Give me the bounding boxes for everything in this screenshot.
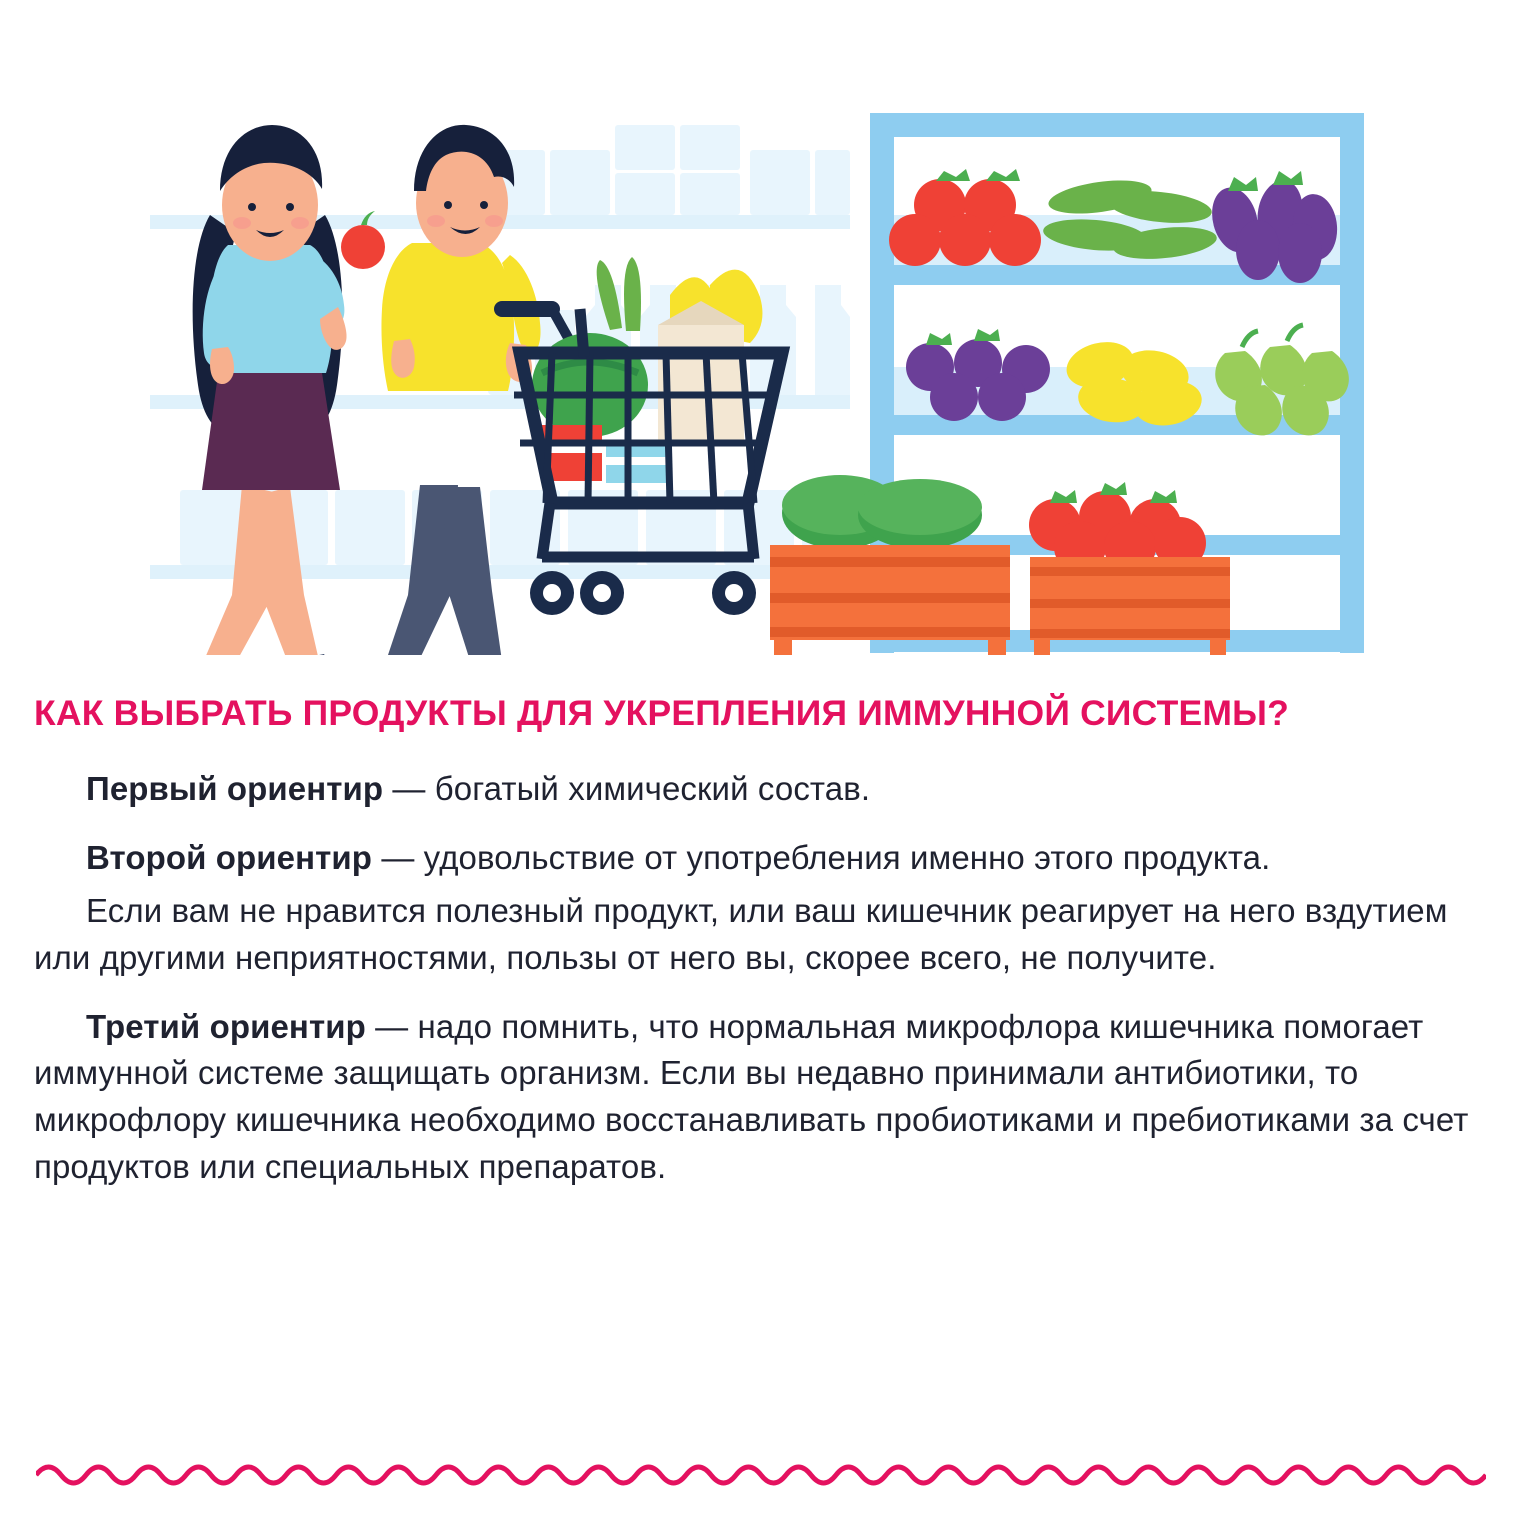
lead-in-third: Третий ориентир — [86, 1007, 366, 1045]
paragraph-third-guideline — [34, 1004, 1489, 1191]
paragraph-text-first: — богатый химический состав. — [383, 770, 871, 808]
tomatoes-crate — [1029, 482, 1230, 655]
lead-in-first: Первый ориентир — [86, 770, 384, 808]
paragraph-text-note: Если вам не нравится полезный продукт, или ваш кишечник реагирует на него вздутием или другими неприятностями, пользы от него вы, скорее всего, не получите. — [34, 891, 1448, 976]
paragraph-second-guideline — [34, 835, 1489, 882]
article-content — [34, 690, 1489, 1197]
paragraph-text-third: — надо помнить, что нормальная микрофлора кишечника помогает иммунной системе защищать организм. Если вы недавно принимали антибиотики, то микрофлору кишечника необходимо восстанавливать пробиотиками и пребиотиками за счет продуктов или специальных препаратов. — [34, 1007, 1469, 1186]
lead-in-second: Второй ориентир — [86, 839, 373, 876]
tomatoes — [889, 169, 1041, 266]
paragraph-first-guideline — [34, 766, 1489, 813]
watermelons-crate — [770, 475, 1010, 655]
page-title: КАК ВЫБРАТЬ ПРОДУКТЫ ДЛЯ УКРЕПЛЕНИЯ ИММУННОЙ СИСТЕМЫ? — [34, 693, 1289, 733]
paragraph-note — [34, 888, 1489, 982]
paragraph-text-second: — удовольствие от употребления именно этого продукта. — [372, 839, 1271, 876]
supermarket-shoppers-illustration — [150, 95, 1375, 655]
wavy-divider — [36, 1455, 1486, 1495]
